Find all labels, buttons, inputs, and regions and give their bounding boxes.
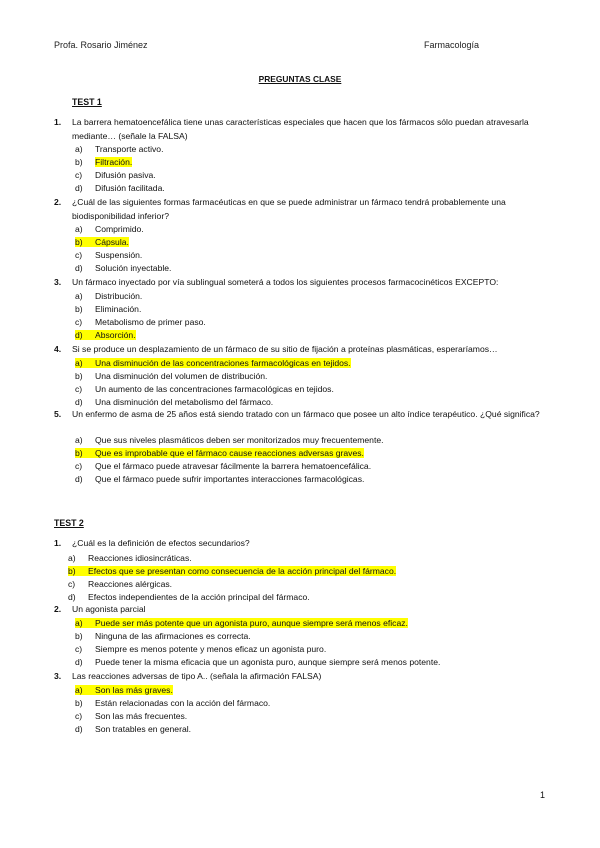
question-text: ¿Cuál de las siguientes formas farmacéuticas en que se puede administrar un fármaco tendrá probablemente una biodisponibilidad inferior?: [72, 197, 506, 221]
option-answer: b) Que es improbable que el fármaco cause reacciones adversas graves.: [75, 448, 364, 458]
option: b) Ninguna de las afirmaciones es correcta.: [75, 631, 251, 641]
test-2-heading: TEST 2: [54, 518, 84, 528]
option: d) Que el fármaco puede sufrir importantes interacciones farmacológicas.: [75, 474, 365, 484]
option-answer: d) Absorción.: [75, 330, 136, 340]
option: c) Metabolismo de primer paso.: [75, 317, 206, 327]
header-author: Profa. Rosario Jiménez: [54, 40, 148, 50]
question-text: Un enfermo de asma de 25 años está siendo tratado con un fármaco que posee un alto índice terapéutico. ¿Qué significa?: [72, 409, 540, 419]
question-1-5: 5. Un enfermo de asma de 25 años está siendo tratado con un fármaco que posee un alto índice terapéutico. ¿Qué significa?: [54, 408, 554, 422]
question-text: Las reacciones adversas de tipo A.. (señala la afirmación FALSA): [72, 671, 322, 681]
option: c) Un aumento de las concentraciones farmacológicas en tejidos.: [75, 384, 334, 394]
option: c) Que el fármaco puede atravesar fácilmente la barrera hematoencefálica.: [75, 461, 372, 471]
option: c) Difusión pasiva.: [75, 170, 156, 180]
option: d) Efectos independientes de la acción principal del fármaco.: [68, 592, 310, 602]
option: a) Distribución.: [75, 291, 143, 301]
option: a) Transporte activo.: [75, 144, 164, 154]
option-answer: b) Efectos que se presentan como consecuencia de la acción principal del fármaco.: [68, 566, 397, 576]
option: b) Eliminación.: [75, 304, 142, 314]
option: c) Siempre es menos potente y menos eficaz un agonista puro.: [75, 644, 327, 654]
question-1-3: 3. Un fármaco inyectado por vía sublingual someterá a todos los siguientes procesos farmacocinéticos EXCEPTO:: [54, 276, 554, 290]
question-text: Un agonista parcial: [72, 604, 146, 614]
question-2-2: 2. Un agonista parcial: [54, 603, 554, 617]
option-answer: a) Puede ser más potente que un agonista puro, aunque siempre será menos eficaz.: [75, 618, 408, 628]
question-1-1: 1. La barrera hematoencefálica tiene unas características especiales que hacen que los fármacos sólo puedan atravesarla mediante… (señale la FALSA): [54, 116, 554, 143]
question-text: La barrera hematoencefálica tiene unas características especiales que hacen que los fármacos sólo puedan atravesarla mediante… (señale la FALSA): [72, 117, 529, 141]
question-text: Si se produce un desplazamiento de un fármaco de su sitio de fijación a proteínas plasmáticas, esperaríamos…: [72, 344, 498, 354]
page-number: 1: [540, 790, 546, 800]
option: b) Están relacionadas con la acción del fármaco.: [75, 698, 271, 708]
option: d) Difusión facilitada.: [75, 183, 165, 193]
question-text: ¿Cuál es la definición de efectos secundarios?: [72, 538, 250, 548]
page-title: PREGUNTAS CLASE: [258, 74, 342, 84]
option-answer: a) Una disminución de las concentraciones farmacológicas en tejidos.: [75, 358, 351, 368]
option: c) Son las más frecuentes.: [75, 711, 188, 721]
header-subject: Farmacología: [424, 40, 480, 50]
question-2-1: 1. ¿Cuál es la definición de efectos secundarios?: [54, 537, 554, 551]
option: a) Que sus niveles plasmáticos deben ser monitorizados muy frecuentemente.: [75, 435, 384, 445]
option-answer: a) Son las más graves.: [75, 685, 173, 695]
option: b) Una disminución del volumen de distribución.: [75, 371, 268, 381]
option: d) Puede tener la misma eficacia que un agonista puro, aunque siempre será menos potente.: [75, 657, 441, 667]
option: a) Comprimido.: [75, 224, 144, 234]
test-1-heading: TEST 1: [72, 97, 102, 107]
question-2-3: 3. Las reacciones adversas de tipo A.. (señala la afirmación FALSA): [54, 670, 554, 684]
option-answer: b) Cápsula.: [75, 237, 129, 247]
option: a) Reacciones idiosincráticas.: [68, 553, 192, 563]
option: d) Una disminución del metabolismo del fármaco.: [75, 397, 274, 407]
option: c) Suspensión.: [75, 250, 143, 260]
option: c) Reacciones alérgicas.: [68, 579, 173, 589]
question-1-4: 4. Si se produce un desplazamiento de un fármaco de su sitio de fijación a proteínas plasmáticas, esperaríamos…: [54, 343, 554, 357]
question-text: Un fármaco inyectado por vía sublingual someterá a todos los siguientes procesos farmacocinéticos EXCEPTO:: [72, 277, 499, 287]
option: d) Son tratables en general.: [75, 724, 192, 734]
option: d) Solución inyectable.: [75, 263, 172, 273]
question-1-2: 2. ¿Cuál de las siguientes formas farmacéuticas en que se puede administrar un fármaco tendrá probablemente una biodisponibilidad inferior?: [54, 196, 554, 223]
option-answer: b) Filtración.: [75, 157, 133, 167]
